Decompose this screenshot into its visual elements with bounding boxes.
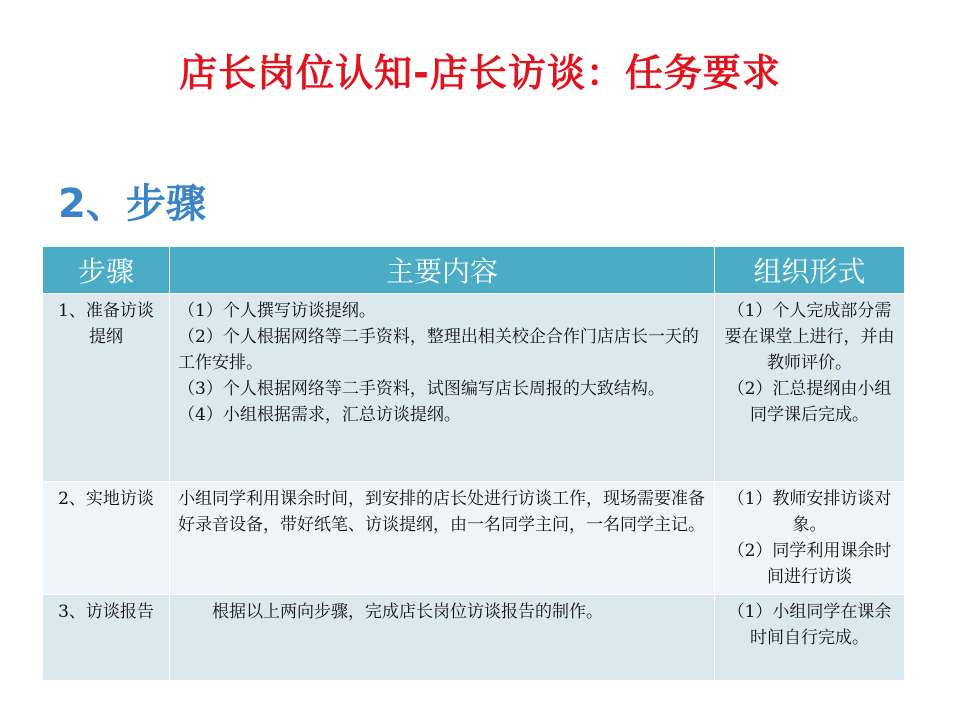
form-line: （1）教师安排访谈对象。	[727, 489, 892, 535]
content-line: 根据以上两向步骤，完成店长岗位访谈报告的制作。	[212, 602, 603, 622]
content-line: 小组同学利用课余时间，到安排的店长处进行访谈工作，现场需要准备好录音设备，带好纸笔、访谈提纲，由一名同学主问，一名同学主记。	[178, 489, 705, 535]
form-line: （1）小组同学在课余时间自行完成。	[727, 602, 892, 648]
slide-title: 店长岗位认知-店长访谈：任务要求	[179, 51, 781, 95]
form-line: （1）个人完成部分需要在课堂上进行，并由教师评价。	[724, 301, 895, 373]
content-line: （4）小组根据需求，汇总访谈提纲。	[178, 405, 461, 425]
table-header-row	[43, 247, 905, 294]
table-row	[43, 294, 905, 482]
step-cell: 1、准备访谈提纲	[43, 294, 170, 482]
table-row	[43, 482, 905, 595]
content-cell	[170, 482, 715, 595]
content-cell	[170, 595, 715, 681]
form-line: （2）汇总提纲由小组同学课后完成。	[727, 379, 892, 425]
content-cell	[170, 294, 715, 482]
form-cell	[715, 595, 905, 681]
step-cell: 3、访谈报告	[43, 595, 170, 681]
header-step: 步骤	[43, 247, 170, 294]
content-line: （2）个人根据网络等二手资料，整理出相关校企合作门店店长一天的工作安排。	[178, 327, 699, 373]
form-cell	[715, 294, 905, 482]
table-row	[43, 595, 905, 681]
steps-table	[42, 246, 905, 681]
form-cell	[715, 482, 905, 595]
form-line: （2）同学利用课余时间进行访谈	[727, 541, 892, 587]
content-line: （3）个人根据网络等二手资料，试图编写店长周报的大致结构。	[178, 379, 665, 399]
header-content: 主要内容	[170, 247, 715, 294]
section-heading: 2、步骤	[58, 181, 206, 227]
header-form: 组织形式	[715, 247, 905, 294]
content-line: （1）个人撰写访谈提纲。	[178, 301, 376, 321]
step-cell: 2、实地访谈	[43, 482, 170, 595]
